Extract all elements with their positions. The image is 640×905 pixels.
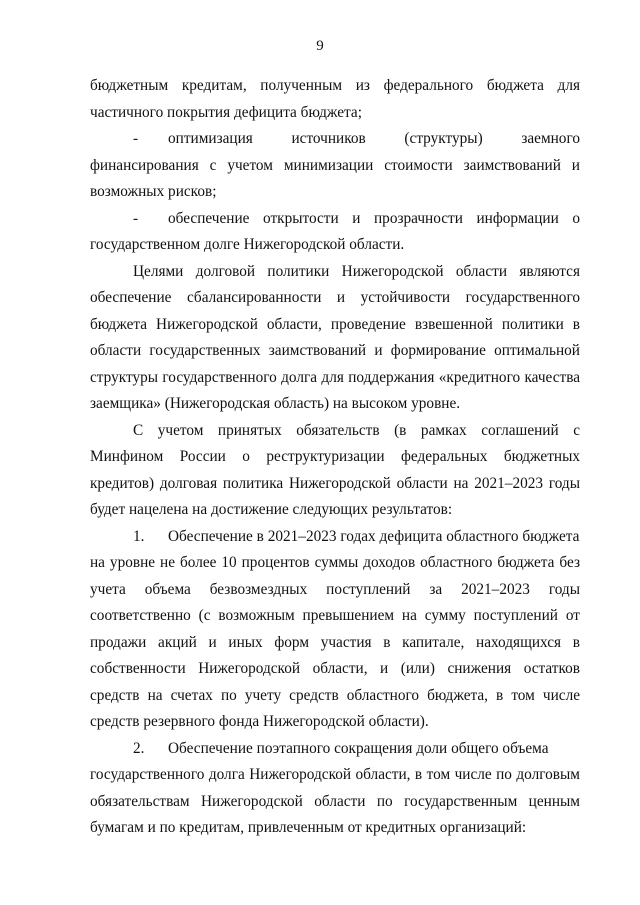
bullet-item-1-continuation: финансирования с учетом минимизации стоимости заимствований и возможных рисков; <box>90 156 580 200</box>
bullet-marker: - <box>133 209 139 227</box>
bullet-item-1 <box>90 126 580 153</box>
results-paragraph: С учетом принятых обязательств (в рамках соглашений с Минфином России о реструктуризации федеральных бюджетных кредитов) долговая политика Нижегородской области на 2021–2023 годы будет нацелена на достижение следующих результатов: <box>90 421 580 518</box>
bullet-item-1-first-line: оптимизация источников (структуры) заемного <box>168 130 580 147</box>
item-number: 2. <box>133 739 145 757</box>
bullet-item-2 <box>90 206 580 233</box>
document-body <box>90 73 580 842</box>
bullet-item-2-continuation: государственном долге Нижегородской области. <box>90 236 405 253</box>
numbered-item-2 <box>90 736 580 763</box>
continued-paragraph: бюджетным кредитам, полученным из федерального бюджета для частичного покрытия дефицита бюджета; <box>90 77 580 121</box>
numbered-item-2-continuation: государственного долга Нижегородской области, в том числе по долговым обязательствам Нижегородской области по государственным ценным бумагам и по кредитам, привлеченным от кредитных организаций: <box>90 766 580 836</box>
numbered-item-1-continuation: на уровне не более 10 процентов суммы доходов областного бюджета без учета объема безвозмездных поступлений за 2021–2023 годы соответственно (с возможным превышением на сумму поступлений от продажи акций и иных форм участия в капитале, находящихся в собственности Нижегородской области, и (или) снижения остатков средств на счетах по учету средств областного бюджета, в том числе средств резервного фонда Нижегородской области). <box>90 554 580 730</box>
page-number: 9 <box>316 38 324 54</box>
numbered-item-1-first-line: Обеспечение в 2021–2023 годах дефицита областного бюджета <box>168 527 580 545</box>
numbered-item-1 <box>90 524 580 551</box>
numbered-item-2-first-line: Обеспечение поэтапного сокращения доли общего объема <box>168 739 549 757</box>
item-number: 1. <box>133 527 145 545</box>
goals-paragraph: Целями долговой политики Нижегородской области являются обеспечение сбалансированности и устойчивости государственного бюджета Нижегородской области, проведение взвешенной политики в области государственных заимствований и формирование оптимальной структуры государственного долга для поддержания «кредитного качества заемщика» (Нижегородская область) на высоком уровне. <box>90 262 580 412</box>
bullet-item-2-first-line: обеспечение открытости и прозрачности информации о <box>168 209 580 227</box>
bullet-marker: - <box>133 130 139 147</box>
